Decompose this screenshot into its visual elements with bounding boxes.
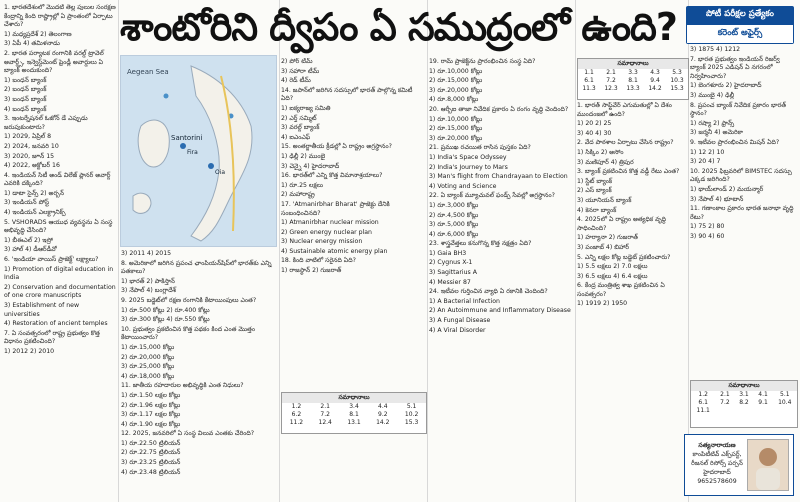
question-line: 15. అంతర్జాతీయ క్రీడల్లో ఏ రాష్ట్రం అగ్రస్థానం? [281,143,392,151]
question-line: 4) రూ.8,000 కోట్లు [429,96,479,104]
question-line: 17. 'Atmanirbhar Bharat' ప్రాజెక్టు దేనికి సంబంధించినది? [281,200,390,217]
question-line: 3) 6.5 లక్షలు 4) 6.4 లక్షలు [577,272,648,280]
question-line: 16. భారత్‌లో ఎన్ని కొత్త విమానాశ్రయాలు? [281,172,383,180]
question-line: 1) 1919 2) 1950 [577,300,628,308]
answer-cell: 7.2 [720,399,730,406]
question-line: 4) ఐఎంఎఫ్ [281,133,311,141]
question-line: 4) 2022, అక్టోబర్ 16 [4,162,60,170]
question-line: 3) రూ.25,000 కోట్లు [121,363,175,371]
question-line: 3) Sagittarius A [429,269,477,277]
question-line: 1) సిక్కిం 2) అసోం [577,148,624,156]
question-line: 2) An Autoimmune and Inflammatory Disease [429,307,571,315]
question-line: 3. బ్యాంక్ ప్రకటించిన కొత్త వడ్డీ రేటు ఎంత? [577,168,680,176]
question-line: 6. కేంద్ర మంత్రిత్వ శాఖ ప్రకటించిన ఏ సంవత్సరం? [577,282,665,298]
question-line: 1) 20 2) 25 [577,120,612,128]
answer-cell: 3.3 [628,69,638,76]
island-label: Santorini [171,134,203,142]
answer-cell: 8.1 [628,77,638,84]
question-line: 3) Establishment of new universities [4,302,80,318]
author-city: హైదరాబాద్ [703,469,731,476]
question-line: 3) మణిపూర్ 4) త్రిపుర [577,158,634,166]
question-line: 3) 1875 4) 1212 [690,46,741,53]
answer-cell: 9.4 [650,77,660,84]
question-line: 11. జాతీయ రహదారుల అభివృద్ధికి ఎంత నిధులు? [121,382,244,390]
question-line: 2) బంధన్ బ్యాంక్ [4,86,47,94]
question-line: 3) రూ.1.17 లక్షల కోట్లు [121,411,181,419]
question-line: 2) రూ.20,000 కోట్లు [121,353,175,361]
map-illustration [121,56,276,246]
question-line: 3) జర్మనీ 4) అమెరికా [690,129,744,137]
question-line: 2) India's Journey to Mars [429,163,508,171]
answer-cell: 1.1 [584,69,594,76]
column-divider [427,0,428,502]
town-label: Fira [187,149,198,156]
answer-table [578,69,688,93]
question-line: 1) ఢిల్లీ 2) ముంబై [281,152,326,160]
question-line: 2) Cygnus X-1 [429,259,473,267]
question-line: 9. 2025 బడ్జెట్‌లో రక్షణ రంగానికి కేటాయింపులు ఎంత? [121,296,257,304]
question-line: 2) రూ.15,000 కోట్లు [429,125,483,133]
question-line: 3) 2011 4) 2015 [121,250,172,257]
question-line: 1) రూ.10,000 కోట్లు [429,115,483,123]
santorini-map [120,55,277,247]
question-line: 2) రూ.1.96 లక్షల కోట్లు [121,401,181,409]
question-line: 1) రూ.15,000 కోట్లు [121,343,175,351]
question-line: 1) రూ.1.50 లక్షల కోట్లు [121,391,181,399]
answer-cell: 13.3 [626,85,640,92]
question-line: 1) 2029, ఏప్రిల్ 8 [4,133,52,141]
question-line: 3) నేపాల్ 4) బంగ్లాదేశ్ [121,287,176,295]
question-line: 3) పంజాబ్ 4) బిహార్ [577,243,630,251]
question-line: 1) 5.5 లక్షలు 2) 7.0 లక్షలు [577,263,648,271]
question-line: 10. 2025 ఫిబ్రవరిలో BIMSTEC సదస్సు ఎక్కడ జరిగింది? [690,167,792,184]
answer-cell: 4.1 [758,391,768,398]
answer-title: సమాధానాలు [691,381,797,391]
answer-cell: 5.1 [406,403,417,410]
headline: శాంటోరిని ద్వీపం ఏ సముద్రంలో ఉంది? [120,5,677,49]
question-line: 7. ఏ సంవత్సరంలో రాష్ట్ర ప్రభుత్వం కొత్త విధానం ప్రకటించింది? [4,329,100,346]
answer-cell: 5.3 [672,69,682,76]
answer-box-mid [281,392,427,434]
question-line: 1) బెంగళూరు 2) హైదరాబాద్ [690,82,762,90]
question-line: 1) Promotion of digital education in India [4,265,114,282]
question-line: 2) పోర్ టీమ్ [281,58,313,65]
question-line: 1) 2012 2) 2010 [4,347,55,355]
question-line: 4) బంధన్ బ్యాంక్ [4,105,47,113]
question-line: 6. 'ఇండియా వాయిస్ ప్రాజెక్ట్' లక్ష్యాలు? [4,256,99,264]
answer-cell: 3.1 [739,391,749,398]
question-line: 2) Green energy nuclear plan [281,228,372,236]
question-line: 3) హాల్ 4) డీఆర్‌డీవో [4,246,57,254]
question-line: 1) Gaia BH3 [429,249,467,257]
author-name: సత్యనారాయణ [698,442,736,449]
question-line: 3) ముంబై 4) ఢిల్లీ [690,91,735,99]
question-line: 4) Sustainable atomic energy plan [281,247,388,255]
question-line: 2) ఎస్ బ్యాంక్ [577,187,612,195]
question-line: 4) Restoration of ancient temples [4,320,108,328]
answer-cell: 14.2 [648,85,662,92]
answer-cell: 2.1 [320,403,330,410]
answer-cell: 15.3 [670,85,684,92]
question-line: 14. జపాన్‌లో జరిగిన సదస్సులో భారత్ పాల్గొన్న కమిటీ ఏది? [281,86,413,103]
column-5 [577,102,687,498]
question-line: 3) సహారా టీమ్ [281,67,320,75]
answer-cell: 8.1 [349,411,359,418]
question-line: 3) వరల్డ్ బ్యాంక్ [281,124,320,132]
question-line: 7. భారత ప్రభుత్వం ఇండియన్ రిజర్వ్ బ్యాంక్ 2025 ఎడిషన్ ఏ నగరంలో నిర్వహించారు? [690,55,780,80]
answer-cell: 14.2 [376,419,390,426]
question-line: 1) థాయ్‌లాండ్ 2) మయన్మార్ [690,185,764,193]
question-line: 11. గణాంకాల ప్రకారం భారత జనాభా వృద్ధి రేటు? [690,205,794,221]
answer-cell: 12.4 [318,419,332,426]
answer-cell: 13.1 [347,419,361,426]
question-line: 2) Conservation and documentation of one crore manuscripts [4,283,116,300]
question-line: 23. శాస్త్రవేత్తలు కనుగొన్న కొత్త నక్షత్రం ఏది? [429,240,532,248]
answer-cell: 7.2 [606,77,616,84]
question-line: 2. భారత పర్యాటక రంగానికి వరల్డ్ ట్రావెల్ అవార్డ్స్, ఇన్వెస్ట్‌మెంట్ ఫ్రెండ్లీ అవార్డులు ఏ బ్యాంక్ అందుకుంది? [4,49,104,75]
answer-cell: 6.1 [698,399,708,406]
answer-box-right6 [690,380,798,428]
answer-cell: 9.2 [378,411,388,418]
author-phone: 9652578609 [697,478,737,485]
question-line: 1) రష్యా 2) ఫ్రాన్స్ [690,119,735,127]
answer-cell: 8.2 [739,399,749,406]
author-photo [747,439,789,491]
question-line: 4) A Viral Disorder [429,326,486,334]
answer-cell: 1.2 [698,391,708,398]
answer-cell: 4.4 [378,403,388,410]
question-line: 8. అమెరికాలో జరిగిన ప్రపంచ ఛాంపియన్‌షిప్‌లో భారత్‌కు ఎన్ని పతకాలు? [121,259,272,276]
question-line: 19. రామ్ ప్రాజెక్ట్‌ను ప్రారంభించిన సంస్థ ఏది? [429,58,536,65]
question-line: 1) రూ.10,000 కోట్లు [429,67,483,75]
answer-cell: 9.1 [758,399,768,406]
question-line: 3) రూ.300 కోట్లు 4) రూ.550 కోట్లు [121,316,210,324]
question-line: 4. ఇండియన్ సిటీ అండ్ విలేజ్ ప్లానర్ అవార్డ్ ఎవరికి దక్కింది? [4,171,111,188]
answer-cell: 10.3 [670,77,684,84]
question-line: 1. భారత్ సాఫ్ట్‌వేర్ ఎగుమతుల్లో ఏ దేశం ముందంజలో ఉంది? [577,102,672,118]
question-line: 8. ప్రపంచ బ్యాంక్ నివేదిక ప్రకారం భారత్ స్థానం? [690,101,787,118]
question-line: 1) భారత్ 2) పాకిస్తాన్ [121,277,175,285]
question-line: 1) ఐక్యరాజ్య సమితి [281,104,331,112]
question-line: 1) Atmanirbhar nuclear mission [281,219,379,227]
question-line: 1) బంధన్ బ్యాంక్ [4,76,47,84]
question-line: 1) రూ.22.50 ట్రిలియన్ [121,439,181,447]
question-line: 3) 40 4) 30 [577,129,612,137]
question-line: 3. ఇంటర్నేషనల్ ఓజోన్ డే ఎప్పుడు జరుపుకుంటారు? [4,115,88,131]
question-line: 3) 20 4) 7 [690,158,721,166]
question-line: 1) రూ.3,000 కోట్లు [429,201,479,209]
answer-cell: 12.3 [604,85,618,92]
question-line: 4) కెనరా బ్యాంక్ [577,206,617,214]
column-6 [690,46,796,376]
column-1 [4,4,116,498]
question-line: 1) 12 2) 10 [690,148,725,156]
question-line: 3) బంధన్ బ్యాంక్ [4,95,47,103]
question-line: 3) నేపాల్ 4) భూటాన్ [690,195,744,203]
answer-cell: 11.2 [289,419,304,426]
answer-cell: 1.2 [291,403,302,410]
answer-title: సమాధానాలు [578,59,688,69]
question-line: 1) రూ.25 లక్షలు [281,181,324,189]
author-box [684,434,794,496]
answer-cell: 3.4 [349,403,359,410]
question-line: 3) 90 4) 60 [690,232,725,240]
answer-table [691,391,797,415]
question-line: 4) రూ.6,000 కోట్లు [429,230,479,238]
question-line: 4) Voting and Science [429,182,497,190]
answer-cell: 15.3 [404,419,419,426]
question-line: 1) బీఈఎల్ 2) ఇస్రో [4,236,53,244]
question-line: 1) స్టేట్ బ్యాంక్ [577,177,613,185]
question-line: 1) 75 2) 80 [690,223,725,231]
question-line: 2) మహారాష్ట్ర [281,191,315,199]
question-line: 4) Messier 87 [429,278,471,286]
question-line: 3) A Fungal Disease [429,317,491,325]
question-line: 3) రూ.23.25 ట్రిలియన్ [121,459,181,467]
town-label: Oia [215,169,226,176]
question-line: 4) రూ.18,000 కోట్లు [121,372,175,380]
question-line: 3) Nuclear energy mission [281,238,363,246]
answer-cell: 2.1 [720,391,730,398]
answer-cell: 4.3 [650,69,660,76]
column-2 [121,250,277,498]
answer-cell: 11.1 [696,407,710,414]
question-line: 12. 2025, జనవరిలో ఏ సంస్థ విలువ ఎంతకు చేరింది? [121,430,255,438]
question-line: 2) 2024, జనవరి 10 [4,142,59,150]
question-line: 22. ఏ బ్యాంక్ మ్యూచువల్ ఫండ్స్ సేవల్లో అగ్రస్థానం? [429,192,555,200]
question-line: 1) రాజస్థాన్ 2) గుజరాత్ [281,267,342,275]
answer-cell: 6.2 [291,411,302,418]
question-line: 1) India's Space Odyssey [429,153,507,161]
question-line: 4) రూ.23.48 ట్రిలియన్ [121,468,181,476]
answer-cell: 7.2 [320,411,330,418]
question-line: 2. వేద పాఠశాల ఏర్పాటు చేసిన రాష్ట్రం? [577,139,674,147]
question-line: 3) 2020, జూన్ 15 [4,152,55,160]
answer-box-right4 [577,58,689,100]
answer-title: సమాధానాలు [282,393,426,403]
question-line: 21. ప్రముఖ రచయిత రాసిన పుస్తకం ఏది? [429,144,531,152]
question-line: 4) రూ.1.90 లక్షల కోట్లు [121,420,181,428]
author-info [689,441,745,486]
question-line: 10. ప్రభుత్వం ప్రకటించిన కొత్త పథకం కింద ఎంత మొత్తం కేటాయించారు? [121,325,256,342]
answer-cell: 10.2 [404,411,419,418]
question-line: 5. ఎన్ని లక్షల కోట్ల బడ్జెట్ ప్రకటించారు? [577,253,671,261]
question-line: 9. ఇటీవల ప్రారంభించిన మిషన్ ఏది? [690,138,780,146]
author-role: కాంపిటీటివ్ ఎక్స్‌పర్ట్, రీజనల్ రిసోర్స్ పర్సన్ [691,451,743,467]
question-line: 3) రూ.20,000 కోట్లు [429,134,483,142]
column-divider [279,0,280,502]
question-line: 3) యూనియన్ బ్యాంక్ [577,196,632,204]
question-line: 1) A Bacterial Infection [429,297,500,305]
question-line: 2) రూ.22.75 ట్రిలియన్ [121,449,181,457]
question-line: 3) రూ.20,000 కోట్లు [429,86,483,94]
question-line: 2) రూ.15,000 కోట్లు [429,77,483,85]
question-line: 4) రెడ్ టీమ్ [281,77,311,85]
question-line: 18. కింది వాటిలో సరైనది ఏది? [281,257,356,265]
column-3 [281,58,425,388]
question-line: 3) ఇండియన్ పోస్ట్ [4,199,50,207]
answer-cell: 6.1 [584,77,594,84]
brand-line2: కరెంట్ అఫైర్స్ [686,24,794,44]
question-line: 3) Man's flight from Chandrayaan to Election [429,173,568,181]
brand-banner [686,6,794,44]
column-divider [575,0,576,502]
question-line: 5. VSHORADS ఆయుధ వ్యవస్థను ఏ సంస్థ అభివృద్ధి చేసింది? [4,218,113,235]
question-line: 4. 2025లో ఏ రాష్ట్రం అత్యధిక వృద్ధి సాధించింది? [577,216,667,232]
question-line: 1) హర్యానా 2) గుజరాత్ [577,234,638,242]
question-line: 3) ఏపీ 4) తమిళనాడు [4,40,60,48]
question-line: 3) రూ.5,000 కోట్లు [429,221,479,229]
question-line: 2) ఎర్త్ సమ్మిట్ [281,114,317,122]
answer-table [282,403,426,427]
question-line: 4) ఇండియన్ ఎలక్ట్రానిక్స్ [4,209,66,217]
answer-cell: 11.3 [582,85,596,92]
answer-cell: 10.4 [778,399,792,406]
question-line: 1) రూ.500 కోట్లు 2) రూ.400 కోట్లు [121,306,210,314]
question-line: 20. ఆర్బీఐ తాజా నివేదిక ప్రకారం ఏ రంగం వృద్ధి చెందింది? [429,105,569,113]
answer-cell: 5.1 [780,391,790,398]
sea-label: Aegean Sea [127,68,169,76]
question-line: 1) మధ్యప్రదేశ్ 2) తెలంగాణ [4,30,72,38]
question-line: 1. భారతదేశంలో మొదటి తెల్ల పులుల సంరక్షణ కేంద్రాన్ని కింది రాష్ట్రాల్లో ఏ ప్రాంతంలో ఏర్పాటు చేశారు? [4,4,116,29]
question-line: 3) చెన్నై 4) హైదరాబాద్ [281,162,340,170]
question-line: 2) రూ.4,500 కోట్లు [429,211,479,219]
column-4 [429,58,573,498]
question-line: 24. ఇటీవల గుర్తించిన వ్యాధి ఏ రకానికి చెందింది? [429,288,548,296]
brand-line1: పోటీ పరీక్షల ప్రత్యేకం [686,6,794,24]
answer-cell: 2.1 [606,69,616,76]
question-line: 1) డాటా సైన్స్ 2) అర్బన్ [4,189,64,197]
column-divider [118,0,119,502]
